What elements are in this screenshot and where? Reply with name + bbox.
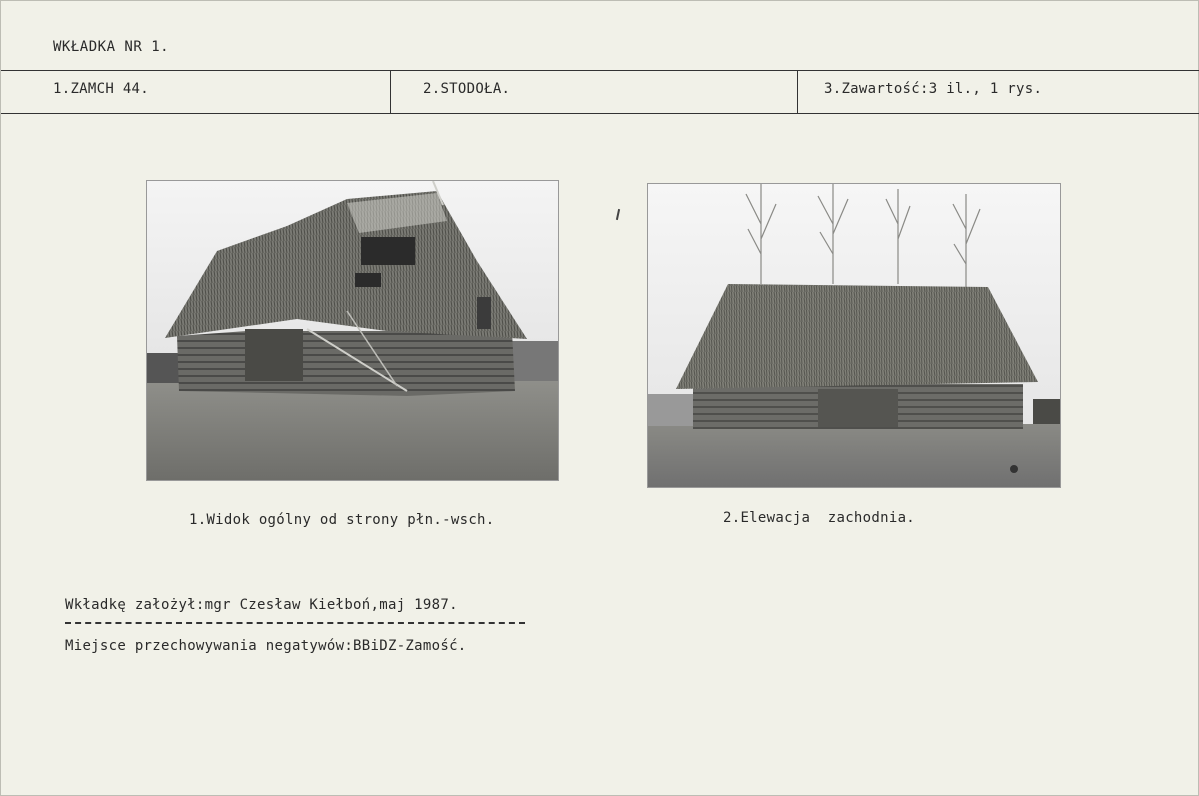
dashed-separator [65,622,525,624]
contents-cell: 3.Zawartość:3 il., 1 rys. [824,81,1043,97]
ink-speck [616,209,620,220]
barn-photo-1-image [147,181,558,480]
header-divider-2 [797,70,798,114]
author-line: Wkładkę założył:mgr Czesław Kiełboń,maj 1987. [65,597,458,613]
negatives-location-line: Miejsce przechowywania negatywów:BBiDZ-Zamość. [65,638,467,654]
photo-2-caption: 2.Elewacja zachodnia. [723,510,916,526]
header-top-rule [1,70,1199,71]
photo-barn-west-elevation [647,183,1061,488]
barn-photo-2-image [648,184,1060,487]
photo-barn-general-view [146,180,559,481]
object-cell: 2.STODOŁA. [423,81,511,97]
insert-title: WKŁADKA NR 1. [53,39,170,55]
header-bottom-rule [1,113,1199,114]
locality-cell: 1.ZAMCH 44. [53,81,150,97]
header-divider-1 [390,70,391,114]
photo-1-caption: 1.Widok ogólny od strony płn.-wsch. [189,512,495,528]
